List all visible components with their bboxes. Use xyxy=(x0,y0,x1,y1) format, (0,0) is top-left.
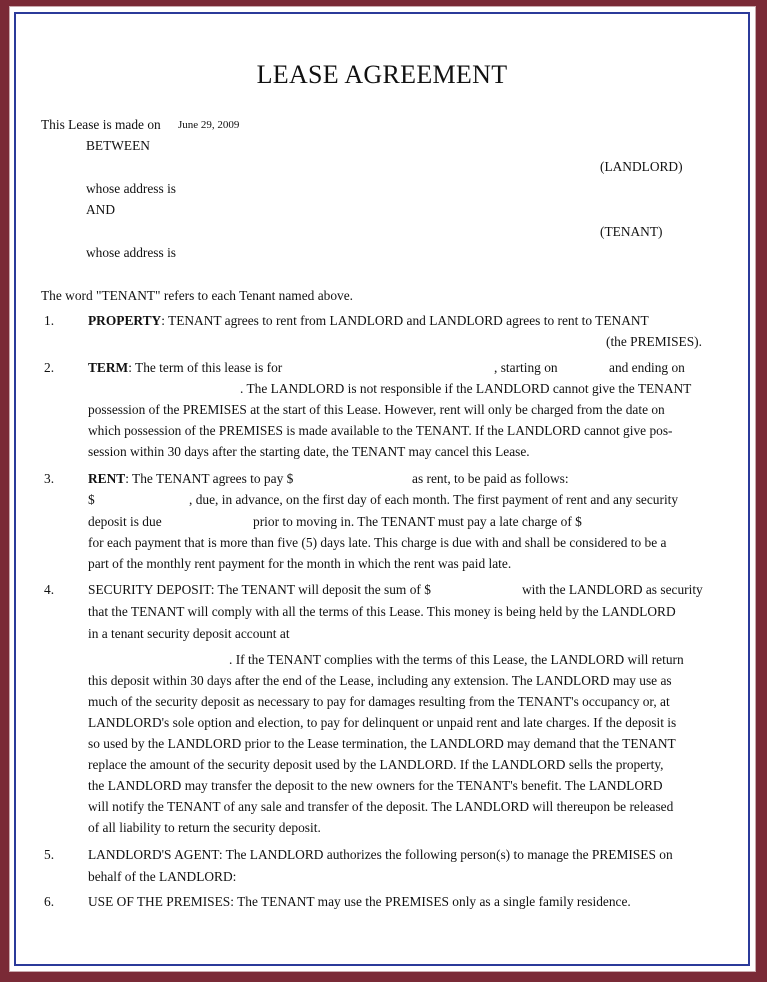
section-4-line-2: that the TENANT will comply with all the terms of this Lease. This money is being held by the LANDLORD xyxy=(88,604,676,619)
section-5-line-2: behalf of the LANDLORD: xyxy=(88,869,237,884)
landlord-tag: (LANDLORD) xyxy=(600,159,683,174)
section-4-line-4: . If the TENANT complies with the terms of this Lease, the LANDLORD will return xyxy=(229,652,684,667)
section-2-line-1a: : The term of this lease is for xyxy=(128,360,283,375)
section-2-line-3: possession of the PREMISES at the start of this Lease. However, rent will only be charged from the date on xyxy=(88,402,665,417)
section-4-line-7: LANDLORD's sole option and election, to pay for delinquent or unpaid rent and late charges. If the deposit is xyxy=(88,715,677,730)
section-3-line-3b: prior to moving in. The TENANT must pay a late charge of $ xyxy=(253,514,582,529)
tenant-address-label: whose address is xyxy=(86,245,177,260)
section-3-line-1a: : The TENANT agrees to pay $ xyxy=(125,471,294,486)
section-1-line-2: (the PREMISES). xyxy=(606,334,702,349)
landlord-address-label: whose address is xyxy=(86,181,177,196)
tenant-tag: (TENANT) xyxy=(600,224,663,239)
section-4-line-1b: with the LANDLORD as security xyxy=(522,582,703,597)
and-label: AND xyxy=(86,202,116,217)
section-3-heading: RENT xyxy=(88,471,126,486)
section-3-text xyxy=(88,471,293,487)
section-4-number: 4. xyxy=(44,582,55,597)
section-2-line-2: . The LANDLORD is not responsible if the LANDLORD cannot give the TENANT xyxy=(240,381,692,396)
section-5-line-1: LANDLORD'S AGENT: The LANDLORD authorizes the following person(s) to manage the PREMISES on xyxy=(88,847,673,862)
section-1-number: 1. xyxy=(44,313,55,328)
section-4-line-1a: SECURITY DEPOSIT: The TENANT will deposit the sum of $ xyxy=(88,582,431,597)
tenant-definition: The word "TENANT" refers to each Tenant named above. xyxy=(41,288,354,303)
section-6-number: 6. xyxy=(44,894,55,909)
section-3-line-2b: , due, in advance, on the first day of each month. The first payment of rent and any security xyxy=(189,492,679,507)
section-3-number: 3. xyxy=(44,471,55,486)
section-1-heading: PROPERTY xyxy=(88,313,162,328)
section-3-line-5: part of the monthly rent payment for the month in which the rent was paid late. xyxy=(88,556,512,571)
section-1-line-1: : TENANT agrees to rent from LANDLORD and LANDLORD agrees to rent to TENANT xyxy=(161,313,649,328)
section-3-line-4: for each payment that is more than five (5) days late. This charge is due with and shall be considered to be a xyxy=(88,535,667,550)
section-4-line-11: will notify the TENANT of any sale and transfer of the deposit. The LANDLORD will thereupon be released xyxy=(88,799,674,814)
section-4-line-12: of all liability to return the security deposit. xyxy=(88,820,321,835)
document-title: LEASE AGREEMENT xyxy=(256,60,508,89)
section-2-line-5: session within 30 days after the starting date, the TENANT may cancel this Lease. xyxy=(88,444,530,459)
section-4-line-10: the LANDLORD may transfer the deposit to the new owners for the TENANT's benefit. The LANDLORD xyxy=(88,778,663,793)
section-6-line-1: USE OF THE PREMISES: The TENANT may use the PREMISES only as a single family residence. xyxy=(88,894,631,909)
section-1-text xyxy=(88,313,649,329)
section-2-text xyxy=(88,360,282,376)
section-4-line-8: so used by the LANDLORD prior to the Lease termination, the LANDLORD may demand that the TENANT xyxy=(88,736,676,751)
section-3-line-2a: $ xyxy=(88,492,95,507)
section-3-line-3a: deposit is due xyxy=(88,514,162,529)
section-2-line-1b: , starting on xyxy=(494,360,558,375)
section-3-line-1b: as rent, to be paid as follows: xyxy=(412,471,569,486)
section-4-line-5: this deposit within 30 days after the end of the Lease, including any extension. The LANDLORD may use as xyxy=(88,673,672,688)
section-4-line-6: much of the security deposit as necessary to pay for damages resulting from the TENANT's occupancy or, at xyxy=(88,694,670,709)
section-2-number: 2. xyxy=(44,360,55,375)
lease-date: June 29, 2009 xyxy=(178,119,240,131)
section-2-line-4: which possession of the PREMISES is made available to the TENANT. If the LANDLORD cannot give pos- xyxy=(88,423,673,438)
section-5-number: 5. xyxy=(44,847,55,862)
lease-document-page xyxy=(14,12,750,966)
section-2-heading: TERM xyxy=(88,360,129,375)
between-label: BETWEEN xyxy=(86,138,150,153)
section-4-line-9: replace the amount of the security deposit used by the LANDLORD. If the LANDLORD sells the property, xyxy=(88,757,664,772)
made-on-label: This Lease is made on xyxy=(41,117,161,132)
section-4-line-3: in a tenant security deposit account at xyxy=(88,626,290,641)
section-2-line-1c: and ending on xyxy=(609,360,685,375)
